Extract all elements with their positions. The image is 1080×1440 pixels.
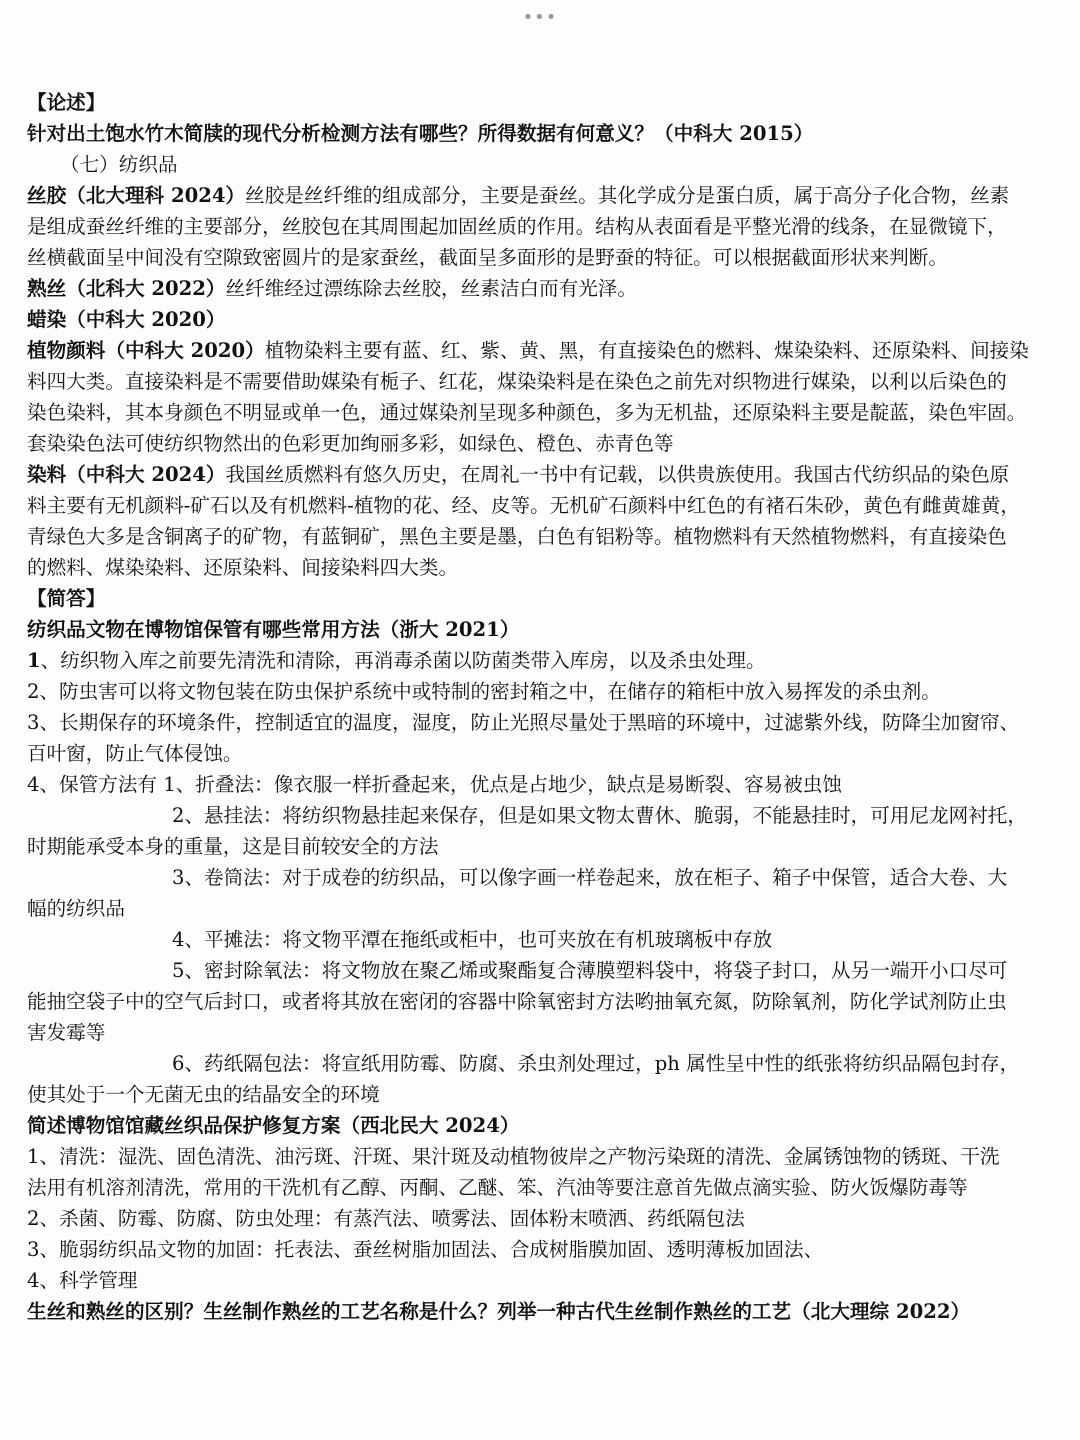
line-text: 能抽空袋子中的空气后封口，或者将其放在密闭的容器中除氧密封方法哟抽氧充氮，防除氧剂，防化学试剂防止虫 [27, 990, 1007, 1013]
text-line [27, 645, 1055, 676]
text-line [27, 955, 1055, 986]
line-text: 6、药纸隔包法：将宣纸用防霉、防腐、杀虫剂处理过，ph 属性呈中性的纸张将纺织品隔包封存， [172, 1052, 1020, 1075]
line-text: 染色染料，其本身颜色不明显或单一色，通过媒染剂呈现多种颜色，多为无机盐，还原染料主要是靛蓝，染色牢固。 [27, 401, 1027, 424]
line-text: 我国丝质燃料有悠久历史，在周礼一书中有记载，以供贵族使用。我国古代纺织品的染色原 [225, 463, 1010, 486]
line-text: 生丝和熟丝的区别？生丝制作熟丝的工艺名称是什么？列举一种古代生丝制作熟丝的工艺（北大理综 2022） [27, 1300, 971, 1323]
text-line [27, 1048, 1055, 1079]
text-line [27, 1234, 1055, 1265]
line-text: 料四大类。直接染料是不需要借助媒染有栀子、红花，煤染染料是在染色之前先对织物进行媒染，以利以后染色的 [27, 370, 1007, 393]
line-text: 害发霉等 [27, 1021, 106, 1044]
text-line [27, 397, 1055, 428]
line-text: 植物染料主要有蓝、红、紫、黄、黑，有直接染色的燃料、煤染染料、还原染料、间接染 [264, 339, 1029, 362]
term-label: 染料（中科大 2024） [27, 463, 226, 486]
text-line [27, 862, 1055, 893]
line-text: 的燃料、煤染染料、还原染料、间接染料四大类。 [27, 556, 459, 579]
text-line [27, 1203, 1055, 1234]
more-dots-icon[interactable]: ••• [522, 7, 558, 28]
line-text: 丝胶是丝纤维的组成部分，主要是蚕丝。其化学成分是蛋白质，属于高分子化合物，丝素 [245, 184, 1010, 207]
text-line [27, 273, 1055, 304]
heading-line [27, 1110, 1055, 1141]
line-text: 料主要有无机颜料-矿石以及有机燃料-植物的花、经、皮等。无机矿石颜料中红色的有褚石朱砂，黄色有雌黄雄黄， [27, 494, 1020, 517]
text-line [27, 924, 1055, 955]
line-text: （七）纺织品 [60, 153, 178, 176]
document-body [27, 87, 1055, 1327]
term-label: 植物颜料（中科大 2020） [27, 339, 265, 362]
text-line [27, 459, 1055, 490]
text-line [27, 1079, 1055, 1110]
line-text: 蜡染（中科大 2020） [27, 308, 226, 331]
line-text: 3、长期保存的环境条件，控制适宜的温度，湿度，防止光照尽量处于黑暗的环境中，过滤紫外线，防降尘加窗帘、 [27, 711, 1020, 734]
line-text: 【论述】 [27, 91, 106, 114]
line-text: 纺织品文物在博物馆保管有哪些常用方法（浙大 2021） [27, 618, 520, 641]
text-line [27, 428, 1055, 459]
text-line [27, 707, 1055, 738]
line-text: 4、科学管理 [27, 1269, 138, 1292]
term-label: 丝胶（北大理科 2024） [27, 184, 246, 207]
heading-line [27, 583, 1055, 614]
text-line [27, 242, 1055, 273]
heading-line [27, 614, 1055, 645]
line-text: 4、平摊法：将文物平潭在拖纸或柜中，也可夹放在有机玻璃板中存放 [172, 928, 773, 951]
heading-line [27, 118, 1055, 149]
line-text: 青绿色大多是含铜离子的矿物，有蓝铜矿，黑色主要是墨，白色有铝粉等。植物燃料有天然植物燃料，有直接染色 [27, 525, 1007, 548]
line-text: 1、清洗：湿洗、固色清洗、油污斑、汗斑、果汁斑及动植物彼岸之产物污染斑的清洗、金属锈蚀物的锈斑、干洗 [27, 1145, 1000, 1168]
line-text: 2、杀菌、防霉、防腐、防虫处理：有蒸汽法、喷雾法、固体粉末喷洒、药纸隔包法 [27, 1207, 745, 1230]
line-text: 是组成蚕丝纤维的主要部分，丝胶包在其周围起加固丝质的作用。结构从表面看是平整光滑的线条，在显微镜下， [27, 215, 1007, 238]
heading-line [27, 304, 1055, 335]
line-text: 3、脆弱纺织品文物的加固：托表法、蚕丝树脂加固法、合成树脂膜加固、透明薄板加固法、 [27, 1238, 824, 1261]
line-text: 4、保管方法有 1、折叠法：像衣服一样折叠起来，优点是占地少，缺点是易断裂、容易被虫蚀 [27, 773, 842, 796]
line-text: 、纺织物入库之前要先清洗和清除，再消毒杀菌以防菌类带入库房，以及杀虫处理。 [40, 649, 766, 672]
line-text: 百叶窗，防止气体侵蚀。 [27, 742, 243, 765]
text-line [27, 1265, 1055, 1296]
text-line [27, 1141, 1055, 1172]
line-text: 套染染色法可使纺织物然出的色彩更加绚丽多彩，如绿色、橙色、赤青色等 [27, 432, 674, 455]
text-line [27, 986, 1055, 1017]
line-text: 【简答】 [27, 587, 106, 610]
text-line [27, 1017, 1055, 1048]
text-line [27, 676, 1055, 707]
text-line [27, 800, 1055, 831]
heading-line [27, 1296, 1055, 1327]
text-line [27, 552, 1055, 583]
line-text: 时期能承受本身的重量，这是目前较安全的方法 [27, 835, 439, 858]
heading-line [27, 87, 1055, 118]
text-line [27, 769, 1055, 800]
line-text: 2、悬挂法：将纺织物悬挂起来保存，但是如果文物太曹休、脆弱，不能悬挂时，可用尼龙网衬托， [172, 804, 1027, 827]
text-line [27, 738, 1055, 769]
line-text: 5、密封除氧法：将文物放在聚乙烯或聚酯复合薄膜塑料袋中，将袋子封口，从另一端开小口尽可 [172, 959, 1008, 982]
line-text: 使其处于一个无菌无虫的结晶安全的环境 [27, 1083, 380, 1106]
line-text: 2、防虫害可以将文物包装在防虫保护系统中或特制的密封箱之中，在储存的箱柜中放入易挥发的杀虫剂。 [27, 680, 941, 703]
term-label: 1 [27, 649, 41, 672]
text-line [27, 180, 1055, 211]
line-text: 幅的纺织品 [27, 897, 125, 920]
line-text: 丝纤维经过漂练除去丝胶，丝素洁白而有光泽。 [225, 277, 637, 300]
line-text: 针对出土饱水竹木简牍的现代分析检测方法有哪些？所得数据有何意义？（中科大 2015） [27, 122, 814, 145]
line-text: 丝横截面呈中间没有空隙致密圆片的是家蚕丝，截面呈多面形的是野蚕的特征。可以根据截面形状来判断。 [27, 246, 948, 269]
text-line [27, 893, 1055, 924]
term-label: 熟丝（北科大 2022） [27, 277, 226, 300]
line-text: 简述博物馆馆藏丝织品保护修复方案（西北民大 2024） [27, 1114, 520, 1137]
line-text: 法用有机溶剂清洗，常用的干洗机有乙醇、丙酮、乙醚、笨、汽油等要注意首先做点滴实验、防火饭爆防毒等 [27, 1176, 968, 1199]
text-line [27, 149, 1055, 180]
text-line [27, 521, 1055, 552]
text-line [27, 490, 1055, 521]
text-line [27, 1172, 1055, 1203]
text-line [27, 335, 1055, 366]
text-line [27, 831, 1055, 862]
line-text: 3、卷筒法：对于成卷的纺织品，可以像字画一样卷起来，放在柜子、箱子中保管，适合大卷、大 [172, 866, 1008, 889]
text-line [27, 366, 1055, 397]
text-line [27, 211, 1055, 242]
